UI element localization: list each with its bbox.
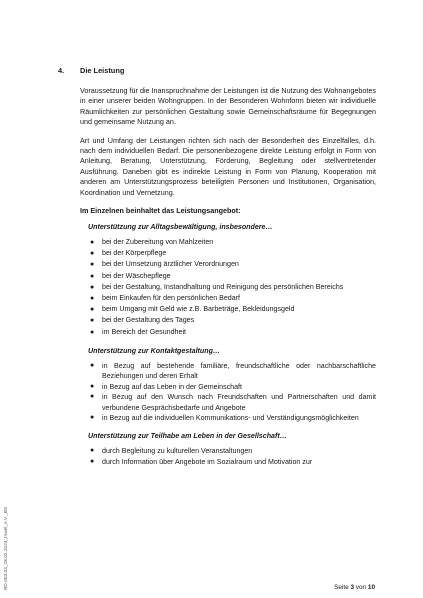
- section-title: Die Leistung: [80, 66, 125, 75]
- category-title-contacts: Unterstützung zur Kontaktgestaltung…: [88, 346, 221, 355]
- list-item: ● bei der Gestaltung, Instandhaltung und Reinigung des persönlichen Bereichs: [88, 282, 376, 293]
- list-item: ● bei der Umsetzung ärztlicher Verordnungen: [88, 259, 376, 270]
- bullet-icon: ●: [90, 393, 95, 401]
- bullet-icon: ●: [90, 361, 95, 369]
- bullet-icon: ●: [90, 295, 95, 303]
- list-item: ● in Bezug auf das Leben in der Gemeinschaft: [90, 382, 242, 391]
- section-heading: [58, 66, 376, 75]
- bullet-icon: ●: [90, 382, 95, 390]
- bullet-icon: ●: [90, 261, 95, 269]
- bullet-icon: ●: [90, 306, 95, 314]
- document-code: RD.003.03_28.02.2024_Inwel_e.V._BS: [3, 506, 8, 590]
- offer-subheading: Im Einzelnen beinhaltet das Leistungsangebot:: [80, 206, 241, 216]
- section-body: [80, 86, 376, 467]
- bullet-icon: ●: [90, 272, 95, 280]
- list-item: ● bei der Gestaltung des Tages: [88, 315, 376, 326]
- list-item: ● bei der Wäschepflege: [88, 271, 376, 282]
- page-content: [58, 66, 376, 476]
- list-item: ● durch Information über Angebote im Sozialraum und Motivation zur: [90, 457, 313, 466]
- list-item: ● beim Einkaufen für den persönlichen Bedarf: [88, 293, 376, 304]
- list-item: ● in Bezug auf die individuellen Kommunikations- und Verständigungsmöglichkeiten: [90, 413, 359, 422]
- bullet-icon: ●: [90, 413, 95, 421]
- list-item: ● in Bezug auf den Wunsch nach Freundschaften und Partnerschaften und damit verbundene Gesprächsbedarfe und Angebote: [90, 393, 376, 412]
- list-participation: [88, 446, 376, 467]
- list-item: ● durch Begleitung zu kulturellen Veranstaltungen: [90, 447, 253, 456]
- scope-paragraph: Art und Umfang der Leistungen richten sich nach der Besonderheit des Einzelfalles, d.h. nach dem individuellen Bedarf. Die personenbezogene direkte Leistung erfolgt in Form von Anleitung, Beratung, Unterstützung, Förderung, Begleitung oder stellvertretender Ausführung. Daneben gibt es indirekte Leistung in Form von Planung, Kooperation mit anderen am Unterstützungsprozess beteiligten Personen und Institutionen, Organisation, Koordination und Vernetzung.: [80, 135, 376, 197]
- bullet-icon: ●: [90, 239, 95, 247]
- bullet-icon: ●: [90, 457, 95, 465]
- list-item: ● bei der Körperpflege: [88, 248, 376, 259]
- list-item: ● bei der Zubereitung von Mahlzeiten: [88, 237, 376, 248]
- intro-paragraph: Voraussetzung für die Inanspruchnahme der Leistungen ist die Nutzung des Wohnangebotes in einer unserer beiden Wohngruppen. In der Besonderen Wohnform bieten wir individuelle Räumlichkeiten zur persönlichen Gestaltung sowie Gemeinschaftsräume für Begegnungen und gemeinsame Nutzung an.: [80, 86, 376, 127]
- list-contacts: [88, 361, 376, 423]
- page-number: Seite 3 von 10: [334, 584, 375, 591]
- category-title-daily-life: Unterstützung zur Alltagsbewältigung, insbesondere…: [88, 223, 273, 232]
- bullet-icon: ●: [90, 447, 95, 455]
- category-title-participation: Unterstützung zur Teilhabe am Leben in der Gesellschaft…: [88, 432, 287, 441]
- list-item: ● im Bereich der Gesundheit: [88, 327, 376, 338]
- bullet-icon: ●: [90, 283, 95, 291]
- list-item: ● in Bezug auf bestehende familiäre, freundschaftliche oder nachbarschaftliche Beziehungen und deren Erhalt: [90, 361, 376, 381]
- list-daily-life: [88, 237, 376, 338]
- bullet-icon: ●: [90, 328, 95, 336]
- bullet-icon: ●: [90, 317, 95, 325]
- list-item: ● beim Umgang mit Geld wie z.B. Barbeträge, Bekleidungsgeld: [88, 304, 376, 315]
- bullet-icon: ●: [90, 250, 95, 258]
- section-number: 4.: [58, 66, 65, 75]
